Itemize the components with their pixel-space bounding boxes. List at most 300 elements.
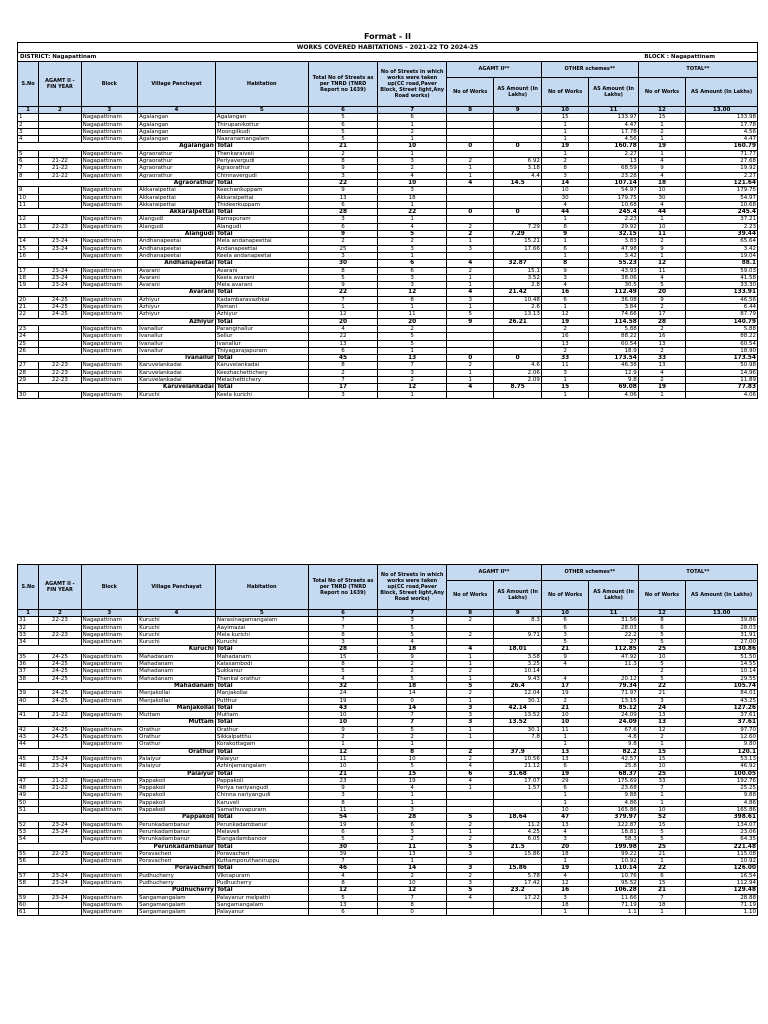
table-cell: 5 — [638, 639, 685, 646]
table-cell: Chinnavergudi — [215, 172, 308, 179]
idx-1: 1 — [18, 610, 39, 617]
table-cell: 3 — [447, 245, 494, 252]
table-cell: 21.12 — [494, 763, 541, 770]
table-cell: Agraorathur — [138, 172, 216, 179]
table-cell: 6 — [541, 296, 588, 303]
table-cell: Nagapattinam — [81, 340, 138, 347]
total-cell: 0 — [494, 209, 541, 216]
table-cell: 15 — [638, 114, 685, 121]
column-index-row — [18, 107, 758, 114]
table-cell: 8 — [308, 362, 378, 369]
total-cell: 28 — [378, 814, 447, 821]
table-cell: 17 — [638, 311, 685, 318]
table-cell: 2 — [447, 872, 494, 879]
table-cell: Nagapattinam — [81, 799, 138, 806]
table-cell: Ivanallur — [138, 340, 216, 347]
village-total-row — [18, 887, 758, 894]
table-cell: 1 — [447, 304, 494, 311]
table-cell: Muttam — [138, 712, 216, 719]
table-cell: Melaveli — [215, 828, 308, 835]
table-cell: 6 — [638, 872, 685, 879]
table-cell: 1 — [447, 172, 494, 179]
table-cell: Kuruchi — [138, 639, 216, 646]
table-cell: Sangamangalam — [215, 901, 308, 908]
table-cell: 9 — [541, 267, 588, 274]
total-cell: 173.54 — [686, 355, 758, 362]
table-cell: Nagapattinam — [81, 624, 138, 631]
total-cell: 13 — [378, 355, 447, 362]
table-cell: 11 — [638, 267, 685, 274]
table-cell: 5 — [308, 894, 378, 901]
total-cell: 7.29 — [494, 231, 541, 238]
table-cell: 3 — [378, 245, 447, 252]
total-cell: 17 — [308, 384, 378, 391]
total-cell: 22 — [638, 865, 685, 872]
total-cell: 5 — [447, 682, 494, 689]
total-cell: 31.68 — [494, 770, 541, 777]
table-cell: 3 — [378, 158, 447, 165]
total-cell: 52 — [638, 814, 685, 821]
table-cell: 122.87 — [589, 821, 638, 828]
total-cell: 88.1 — [686, 260, 758, 267]
table-cell: 51 — [18, 807, 39, 814]
table-cell: 4 — [638, 201, 685, 208]
table-cell: 9 — [308, 785, 378, 792]
table-cell: 9 — [638, 245, 685, 252]
table-cell — [541, 668, 588, 675]
total-cell: 4 — [447, 179, 494, 186]
idx-10: 10 — [541, 610, 588, 617]
total-cell: 379.97 — [589, 814, 638, 821]
table-cell: 3 — [308, 172, 378, 179]
table-cell: 8 — [378, 901, 447, 908]
table-cell: Nagapattinam — [81, 150, 138, 157]
table-cell: 17 — [18, 267, 39, 274]
table-cell: Nagapattinam — [81, 252, 138, 259]
table-cell: Andanapeettai — [215, 245, 308, 252]
table-cell: Akkaraipettai — [138, 201, 216, 208]
table-cell: Perunkadambanur — [215, 821, 308, 828]
table-cell: 1 — [541, 909, 588, 916]
table-cell: 7 — [308, 624, 378, 631]
table-cell: 39 — [18, 690, 39, 697]
table-cell: Pamani — [215, 304, 308, 311]
table-cell: Aayimazai — [215, 624, 308, 631]
table-cell: Narasinagamangalam — [215, 617, 308, 624]
table-cell: Kuruchi — [138, 617, 216, 624]
col-group-agamt: AGAMT II** — [447, 62, 542, 78]
table-cell — [39, 325, 81, 332]
col-agamt-amount: AS Amount (In Lakhs) — [494, 580, 541, 609]
total-cell: 18.64 — [494, 814, 541, 821]
table-cell: 9 — [308, 187, 378, 194]
table-cell — [447, 639, 494, 646]
table-cell: 16 — [541, 333, 588, 340]
table-cell: 18.81 — [589, 828, 638, 835]
table-cell: Nagapattinam — [81, 172, 138, 179]
table-cell: 37 — [18, 668, 39, 675]
total-cell: 173.54 — [589, 355, 638, 362]
total-cell: 127.26 — [686, 704, 758, 711]
total-cell: 245.4 — [589, 209, 638, 216]
total-cell: 106.28 — [589, 887, 638, 894]
table-cell: 1 — [638, 792, 685, 799]
table-cell — [39, 128, 81, 135]
table-cell: 3 — [378, 282, 447, 289]
col-other-works: No of Works — [541, 580, 588, 609]
table-cell: 3 — [541, 274, 588, 281]
table-cell: 24 — [308, 690, 378, 697]
table-cell: 20.12 — [589, 675, 638, 682]
table-cell: 8 — [308, 799, 378, 806]
table-cell: 8 — [308, 631, 378, 638]
table-cell: 8 — [541, 223, 588, 230]
table-cell: 23-24 — [39, 894, 81, 901]
table-cell: 19 — [18, 282, 39, 289]
total-cell: 5 — [447, 843, 494, 850]
total-cell: 19 — [638, 143, 685, 150]
total-cell: 133.91 — [686, 289, 758, 296]
total-label: Total — [215, 355, 308, 362]
total-blank-cell — [18, 887, 138, 894]
table-cell: 31.56 — [589, 617, 638, 624]
table-cell: Sangamangalam — [138, 901, 216, 908]
table-cell: 1 — [638, 858, 685, 865]
page-2 — [0, 520, 768, 1024]
table-cell: Karuvelankadai — [215, 362, 308, 369]
total-cell: 32 — [308, 682, 378, 689]
total-cell: 21 — [308, 143, 378, 150]
table-cell: Sikkalpatthu — [215, 734, 308, 741]
total-cell: 44 — [638, 209, 685, 216]
table-row — [18, 194, 758, 201]
village-total-row — [18, 770, 758, 777]
table-cell: 9.88 — [686, 792, 758, 799]
table-cell: 13 — [589, 158, 638, 165]
table-cell: Azhiyur — [215, 311, 308, 318]
table-cell: 1 — [447, 369, 494, 376]
table-cell: 13 — [638, 340, 685, 347]
table-cell: 9 — [541, 653, 588, 660]
total-cell: 21 — [541, 704, 588, 711]
table-cell: 17.07 — [494, 777, 541, 784]
table-cell: 18 — [541, 901, 588, 908]
table-cell: Sellur — [215, 333, 308, 340]
table-cell: 2 — [378, 128, 447, 135]
total-blank-cell — [18, 748, 138, 755]
table-cell: 84.01 — [686, 690, 758, 697]
table-cell: 1 — [447, 828, 494, 835]
table-cell: 34 — [18, 639, 39, 646]
village-total-row — [18, 748, 758, 755]
table-body-2 — [18, 617, 758, 916]
table-cell: 192.76 — [686, 777, 758, 784]
table-cell: 3 — [378, 807, 447, 814]
table-cell: Ivanallur — [138, 333, 216, 340]
total-cell: 0 — [447, 355, 494, 362]
table-cell: Perunkadambanur — [138, 836, 216, 843]
table-cell: 12.04 — [494, 690, 541, 697]
table-cell: 55 — [18, 850, 39, 857]
table-cell: Kuruchi — [215, 639, 308, 646]
total-blank-cell — [18, 704, 138, 711]
table-cell: Nagapattinam — [81, 785, 138, 792]
table-cell: 24-25 — [39, 697, 81, 704]
table-cell: 4 — [18, 136, 39, 143]
table-cell: 27 — [589, 639, 638, 646]
table-cell: 22 — [308, 333, 378, 340]
total-cell: 10 — [378, 179, 447, 186]
col-sno: S.No — [18, 62, 39, 107]
table-cell: 6 — [541, 763, 588, 770]
table-cell: 30.1 — [494, 697, 541, 704]
table-cell: Nagapattinam — [81, 872, 138, 879]
total-village-name: Poravacheri — [138, 865, 216, 872]
total-cell: 19 — [638, 384, 685, 391]
table-row — [18, 391, 758, 398]
table-cell: Korakottagam — [215, 741, 308, 748]
col-total-streets: Total No of Streets as per TNRD (TNRD Report no 1639) — [308, 565, 378, 610]
table-cell — [447, 114, 494, 121]
total-cell: 5 — [447, 887, 494, 894]
total-cell: 14.5 — [494, 179, 541, 186]
table-cell: Nagapattinam — [81, 894, 138, 901]
table-cell: Kalasambodi — [215, 661, 308, 668]
table-cell: 40 — [18, 697, 39, 704]
table-cell: 71.19 — [589, 901, 638, 908]
table-cell: Nagapattinam — [81, 763, 138, 770]
total-cell: 28 — [308, 646, 378, 653]
table-cell: 3 — [308, 391, 378, 398]
total-cell: 20 — [541, 843, 588, 850]
table-cell: 1 — [378, 201, 447, 208]
table-cell: 21-22 — [39, 172, 81, 179]
table-cell: 8 — [378, 296, 447, 303]
table-cell: 4 — [638, 172, 685, 179]
total-blank-cell — [18, 209, 138, 216]
table-cell: Pudhucherry — [138, 879, 216, 886]
table-cell: 3.42 — [589, 252, 638, 259]
table-cell: 50 — [18, 799, 39, 806]
village-total-row — [18, 143, 758, 150]
table-cell: 5 — [378, 675, 447, 682]
table-cell: Nagapattinam — [81, 858, 138, 865]
table-cell: 23.06 — [686, 828, 758, 835]
total-label: Total — [215, 209, 308, 216]
table-cell: Thiyagarajapuram — [215, 347, 308, 354]
table-cell: 27.68 — [686, 158, 758, 165]
total-cell: 112.85 — [589, 646, 638, 653]
table-cell: Mela kurichi — [215, 631, 308, 638]
table-row — [18, 340, 758, 347]
table-cell: 1 — [447, 238, 494, 245]
table-cell: 3 — [378, 828, 447, 835]
total-blank-cell — [18, 318, 138, 325]
idx-11: 11 — [589, 107, 638, 114]
table-cell: 12 — [638, 726, 685, 733]
table-cell: 5 — [638, 631, 685, 638]
table-cell: Alangudi — [138, 223, 216, 230]
table-cell: 11.66 — [589, 894, 638, 901]
table-cell: 5 — [378, 631, 447, 638]
table-cell: Azhiyur — [138, 304, 216, 311]
table-cell: Nagapattinam — [81, 296, 138, 303]
total-village-name: Manjakollai — [138, 704, 216, 711]
total-cell: 22 — [378, 209, 447, 216]
table-cell: 47 — [18, 777, 39, 784]
table-cell: 11 — [541, 362, 588, 369]
district-block-row — [17, 52, 758, 61]
table-cell: 10.92 — [589, 858, 638, 865]
table-cell: 11.3 — [589, 661, 638, 668]
works-table-2 — [17, 564, 758, 916]
col-total-works: No of Works — [638, 77, 685, 106]
table-cell: 4.6 — [494, 362, 541, 369]
table-cell: Avarani — [138, 282, 216, 289]
table-cell: 4.47 — [686, 136, 758, 143]
col-block: Block — [81, 565, 138, 610]
table-cell — [494, 114, 541, 121]
total-label: Total — [215, 770, 308, 777]
table-cell — [494, 909, 541, 916]
table-cell: 165.86 — [686, 807, 758, 814]
table-cell: 13 — [638, 362, 685, 369]
block-label: BLOCK : Nagapattinam — [644, 54, 715, 60]
col-group-other: OTHER schemes** — [541, 62, 638, 78]
table-cell: 1 — [541, 252, 588, 259]
col-other-amount: AS Amount (In Lakhs) — [589, 580, 638, 609]
table-cell: 2 — [378, 376, 447, 383]
table-cell: 2 — [378, 668, 447, 675]
table-cell: Nagapattinam — [81, 304, 138, 311]
table-row — [18, 376, 758, 383]
table-cell: 7 — [378, 362, 447, 369]
idx-2: 2 — [39, 610, 81, 617]
table-cell: Thirupanikottur — [215, 121, 308, 128]
table-cell — [494, 136, 541, 143]
table-cell — [494, 858, 541, 865]
table-cell: 64.35 — [686, 836, 758, 843]
village-total-row — [18, 384, 758, 391]
table-cell: 7 — [308, 617, 378, 624]
table-cell: 3 — [447, 712, 494, 719]
table-cell: 7 — [308, 296, 378, 303]
col-village: Village Panchayat — [138, 62, 216, 107]
table-cell: 2 — [378, 238, 447, 245]
report-title: Format - II — [364, 32, 411, 41]
total-cell: 3 — [447, 704, 494, 711]
table-cell: 33 — [638, 777, 685, 784]
table-cell: Agraorathur — [138, 158, 216, 165]
idx-7: 7 — [378, 107, 447, 114]
table-cell: Nagapattinam — [81, 282, 138, 289]
table-cell: Agraorathur — [215, 165, 308, 172]
table-cell: 8 — [18, 172, 39, 179]
village-total-row — [18, 719, 758, 726]
table-cell: 27.00 — [686, 639, 758, 646]
table-cell: 4 — [447, 777, 494, 784]
total-cell: 12 — [638, 260, 685, 267]
table-cell: 134.07 — [686, 821, 758, 828]
total-cell: 7 — [378, 719, 447, 726]
total-blank-cell — [18, 770, 138, 777]
table-cell: 6.44 — [686, 304, 758, 311]
table-row — [18, 879, 758, 886]
total-label: Total — [215, 704, 308, 711]
table-cell: Keechankuppam — [215, 187, 308, 194]
table-cell: 43 — [18, 734, 39, 741]
table-cell: 10.14 — [686, 668, 758, 675]
table-cell: 8 — [308, 879, 378, 886]
idx-6: 6 — [308, 107, 378, 114]
table-cell: Kuruchi — [138, 624, 216, 631]
idx-12: 12 — [638, 107, 685, 114]
table-cell: 112.94 — [686, 879, 758, 886]
table-cell: 3 — [541, 894, 588, 901]
table-cell: 32 — [18, 624, 39, 631]
table-cell — [447, 187, 494, 194]
table-cell: 2.09 — [494, 376, 541, 383]
table-cell: 24-25 — [39, 296, 81, 303]
idx-6: 6 — [308, 610, 378, 617]
total-cell: 26.4 — [494, 682, 541, 689]
total-cell: 18 — [378, 646, 447, 653]
total-cell: 129.48 — [686, 887, 758, 894]
table-cell: 179.75 — [589, 194, 638, 201]
total-cell: 37.9 — [494, 748, 541, 755]
table-cell: 54 — [18, 836, 39, 843]
table-cell: 24-25 — [39, 690, 81, 697]
table-cell — [494, 121, 541, 128]
table-cell: 2 — [378, 661, 447, 668]
table-cell: Nagapattinam — [81, 187, 138, 194]
table-cell: 19.04 — [686, 252, 758, 259]
table-cell: 10.48 — [494, 296, 541, 303]
table-cell: 7 — [378, 894, 447, 901]
table-cell: 71.19 — [686, 901, 758, 908]
table-cell: 10 — [308, 712, 378, 719]
table-cell: 11 — [18, 201, 39, 208]
total-cell: 68.37 — [589, 770, 638, 777]
col-other-amount: AS Amount (In Lakhs) — [589, 77, 638, 106]
col-block: Block — [81, 62, 138, 107]
total-cell: 2 — [447, 231, 494, 238]
table-cell: 9 — [18, 187, 39, 194]
table-cell: Poravacheri — [215, 850, 308, 857]
table-cell — [447, 792, 494, 799]
table-cell: 10 — [378, 879, 447, 886]
table-cell — [494, 150, 541, 157]
table-cell: 5 — [378, 763, 447, 770]
table-cell — [494, 128, 541, 135]
table-cell: 3 — [308, 216, 378, 223]
total-cell: 114.58 — [589, 318, 638, 325]
table-cell: 3 — [378, 617, 447, 624]
table-cell: 10 — [308, 763, 378, 770]
total-cell: 19 — [541, 143, 588, 150]
table-cell: 37.21 — [686, 216, 758, 223]
table-cell: 23-24 — [39, 238, 81, 245]
table-row — [18, 807, 758, 814]
table-cell: 28.88 — [686, 894, 758, 901]
table-cell: 5.78 — [494, 872, 541, 879]
table-cell: 8 — [308, 158, 378, 165]
idx-12: 12 — [638, 610, 685, 617]
table-cell: 24-25 — [39, 311, 81, 318]
table-cell: 9 — [308, 165, 378, 172]
table-cell: 2 — [378, 836, 447, 843]
total-blank-cell — [18, 843, 138, 850]
